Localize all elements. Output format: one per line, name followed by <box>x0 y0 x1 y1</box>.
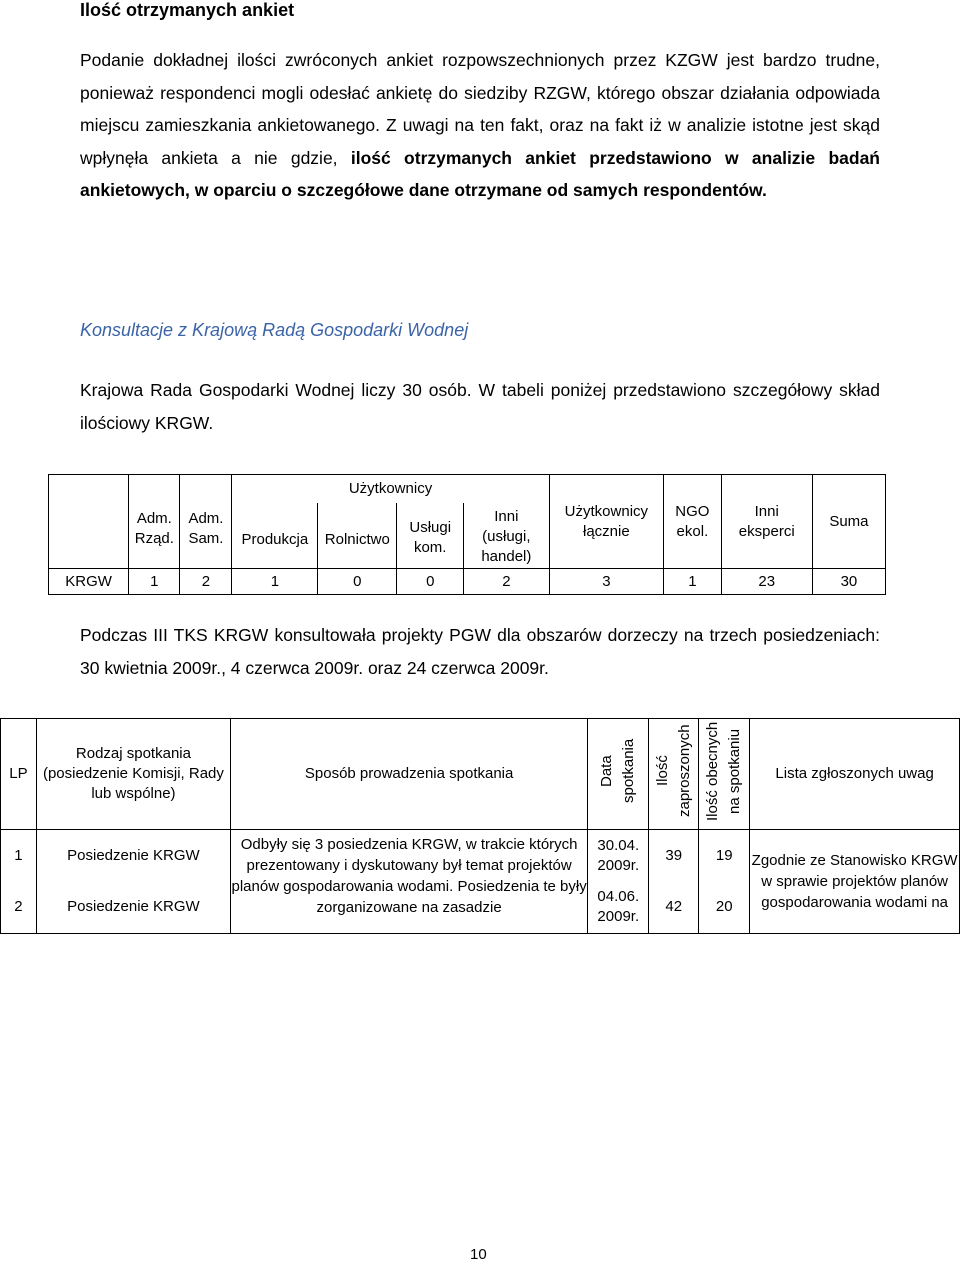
meetings-paragraph: Podczas III TKS KRGW konsultowała projekty PGW dla obszarów dorzeczy na trzech posiedzeniach: 30 kwietnia 2009r., 4 czerwca 2009r. oraz 24 czerwca 2009r. <box>80 625 880 678</box>
intro-paragraph <box>80 44 880 207</box>
uwagi-cell: Zgodnie ze Stanowisko KRGW w sprawie projektów planów gospodarowania wodami na <box>750 830 960 934</box>
cell-uzytkownicy-lacznie: 3 <box>549 569 664 595</box>
header-rolnictwo: Rolnictwo <box>318 503 397 569</box>
row1-zaproszonych: 39 <box>649 830 699 882</box>
cell-suma: 30 <box>812 569 885 595</box>
cell-inni-uslugi: 2 <box>464 569 549 595</box>
row1-lp: 1 <box>1 830 37 882</box>
row2-zaproszonych: 42 <box>649 882 699 934</box>
meetings-table <box>0 718 960 934</box>
header-lp: LP <box>1 719 37 830</box>
header-obecnych: Ilość obecnych na spotkaniu <box>699 719 750 830</box>
row-label: KRGW <box>49 569 129 595</box>
section-heading-krgw: Konsultacje z Krajową Radą Gospodarki Wodnej <box>80 320 469 340</box>
intro-paragraph-text: Podanie dokładnej ilości zwróconych ankiet rozpowszechnionych przez KZGW jest bardzo trudne, ponieważ respondenci mogli odesłać ankietę do siedziby RZGW, którego obszar działania odpowiada miejscu zamieszkania ankietowanego. Z uwagi na ten fakt, oraz na fakt iż w analizie istotne jest skąd wpłynęła ankieta a nie gdzie, <box>80 50 880 168</box>
table-row <box>1 830 960 882</box>
header-adm-sam: Adm. Sam. <box>180 475 232 569</box>
header-rodzaj: Rodzaj spotkania (posiedzenie Komisji, Rady lub wspólne) <box>36 719 230 830</box>
header-group-uzytkownicy: Użytkownicy <box>232 475 549 503</box>
page-number: 10 <box>470 1246 487 1263</box>
cell-adm-sam: 2 <box>180 569 232 595</box>
krgw-composition-table <box>48 474 886 595</box>
cell-ngo: 1 <box>664 569 722 595</box>
row2-lp: 2 <box>1 882 37 934</box>
header-inni-eksperci: Inni eksperci <box>721 475 812 569</box>
row1-obecnych: 19 <box>699 830 750 882</box>
row1-data: 30.04. 2009r. <box>588 830 649 882</box>
header-uwagi: Lista zgłoszonych uwag <box>750 719 960 830</box>
table-row-krgw <box>49 569 886 595</box>
header-produkcja: Produkcja <box>232 503 318 569</box>
header-uzytkownicy-lacznie: Użytkownicy łącznie <box>549 475 664 569</box>
row2-rodzaj: Posiedzenie KRGW <box>36 882 230 934</box>
header-data: Data spotkania <box>588 719 649 830</box>
header-zaproszonych: Ilość zaproszonych <box>649 719 699 830</box>
row2-data: 04.06. 2009r. <box>588 882 649 934</box>
header-suma: Suma <box>812 475 885 569</box>
row2-obecnych: 20 <box>699 882 750 934</box>
header-empty-cell <box>49 475 129 569</box>
header-sposob: Sposób prowadzenia spotkania <box>230 719 587 830</box>
cell-produkcja: 1 <box>232 569 318 595</box>
header-uslugi: Usługi kom. <box>397 503 464 569</box>
section-title: Ilość otrzymanych ankiet <box>80 0 295 20</box>
row1-rodzaj: Posiedzenie KRGW <box>36 830 230 882</box>
krgw-intro-paragraph: Krajowa Rada Gospodarki Wodnej liczy 30 osób. W tabeli poniżej przedstawiono szczegółowy skład ilościowy KRGW. <box>80 380 880 433</box>
cell-uslugi: 0 <box>397 569 464 595</box>
header-inni-uslugi: Inni (usługi, handel) <box>464 503 549 569</box>
header-ngo: NGO ekol. <box>664 475 722 569</box>
intro-paragraph-bold: ilość otrzymanych ankiet przedstawiono w analizie badań ankietowych, w oparciu o szczegółowe dane otrzymane od samych respondentów. <box>80 147 880 200</box>
cell-rolnictwo: 0 <box>318 569 397 595</box>
table-header-row <box>49 475 886 503</box>
cell-adm-rzad: 1 <box>129 569 180 595</box>
meetings-header-row <box>1 719 960 830</box>
header-adm-rzad: Adm. Rząd. <box>129 475 180 569</box>
sposob-cell: Odbyły się 3 posiedzenia KRGW, w trakcie których prezentowany i dyskutowany był temat projektów planów gospodarowania wodami. Posiedzenia te były zorganizowane na zasadzie <box>230 830 587 934</box>
cell-inni-eksperci: 23 <box>721 569 812 595</box>
